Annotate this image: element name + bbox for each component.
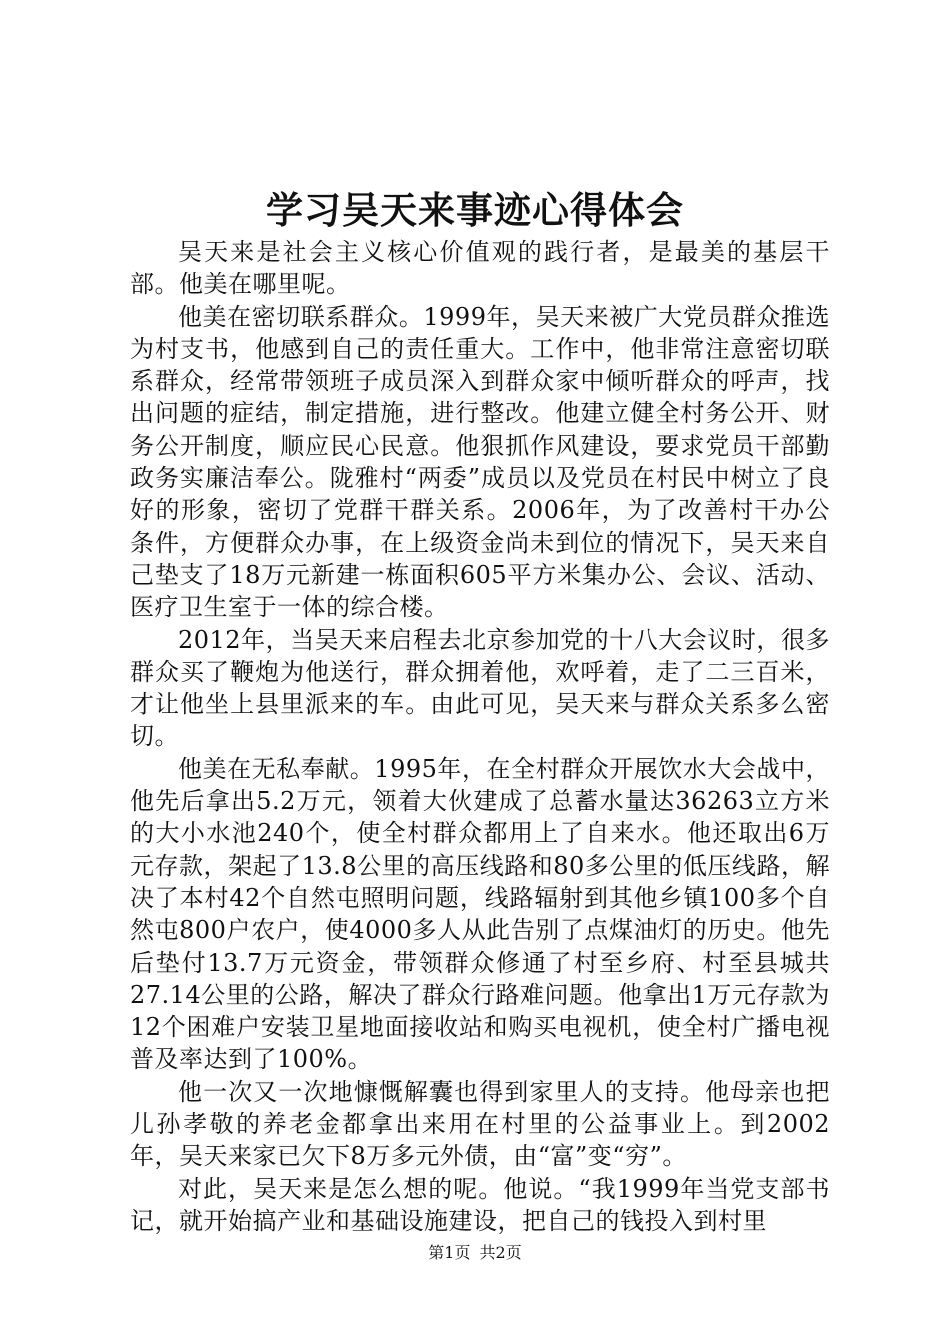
paragraph-2: 他美在密切联系群众。1999年，吴天来被广大党员群众推选为村支书，他感到自己的责任重大。工作中，他非常注意密切联系群众，经常带领班子成员深入到群众家中倾听群众的呼声，找出问题的症结，制定措施，进行整改。他建立健全村务公开、财务公开制度，顺应民心民意。他狠抓作风建设，要求党员干部勤政务实廉洁奉公。陇雅村“两委”成员以及党员在村民中树立了良好的形象，密切了党群干群关系。2006年，为了改善村干办公条件，方便群众办事，在上级资金尚未到位的情况下，吴天来自己垫支了18万元新建一栋面积605平方米集办公、会议、活动、医疗卫生室于一体的综合楼。 bbox=[130, 302, 830, 622]
page-footer bbox=[0, 1243, 950, 1263]
paragraph-5: 他一次又一次地慷慨解囊也得到家里人的支持。他母亲也把儿孙孝敬的养老金都拿出来用在村里的公益事业上。到2002年，吴天来家已欠下8万多元外债，由“富”变“穷”。 bbox=[130, 1077, 830, 1171]
paragraph-3: 2012年，当吴天来启程去北京参加党的十八大会议时，很多群众买了鞭炮为他送行，群众拥着他，欢呼着，走了二三百米，才让他坐上县里派来的车。由此可见，吴天来与群众关系多么密切。 bbox=[130, 625, 830, 751]
document-title: 学习吴天来事迹心得体会 bbox=[266, 188, 684, 232]
page-total: 共2页 bbox=[479, 1243, 522, 1262]
paragraph-4: 他美在无私奉献。1995年，在全村群众开展饮水大会战中，他先后拿出5.2万元，领着大伙建成了总蓄水量达36263立方米的大小水池240个，使全村群众都用上了自来水。他还取出6万元存款，架起了13.8公里的高压线路和80多公里的低压线路，解决了本村42个自然屯照明问题，线路辐射到其他乡镇100多个自然屯800户农户，使4000多人从此告别了点煤油灯的历史。他先后垫付13.7万元资金，带领群众修通了村至乡府、村至县城共27.14公里的公路，解决了群众行路难问题。他拿出1万元存款为12个困难户安装卫星地面接收站和购买电视机，使全村广播电视普及率达到了100%。 bbox=[130, 754, 830, 1074]
paragraph-6: 对此，吴天来是怎么想的呢。他说。“我1999年当党支部书记，就开始搞产业和基础设施建设，把自己的钱投入到村里 bbox=[130, 1174, 830, 1235]
page-number: 第1页 bbox=[428, 1243, 471, 1262]
paragraph-1: 吴天来是社会主义核心价值观的践行者，是最美的基层干部。他美在哪里呢。 bbox=[130, 238, 830, 299]
document-body bbox=[130, 236, 830, 1237]
